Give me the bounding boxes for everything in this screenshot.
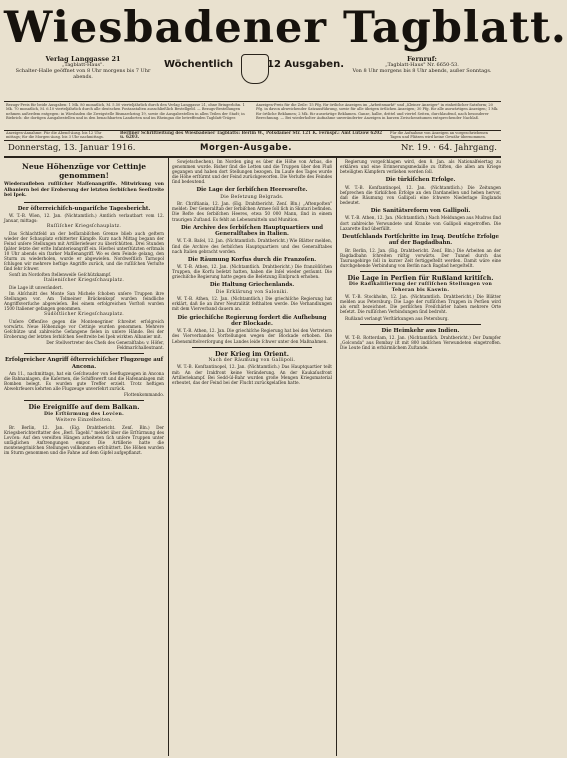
advert-deadline: Anzeigen-Annahme: Für die Abend-Ausg. bis 12 Uhr mittags; für die Morgen-Ausg. bis 3 Uhr nachmittags. <box>6 131 104 140</box>
subscription-terms: Bezugs-Preis für beide Ausgaben: 1 Mk. 80 monatlich, M. 5.50 vierteljährlich durch den Verlag Langgasse 21, ohne Bringerlohn. 1 Mk. 70 monatlich, M. 6.10 vierteljährlich durch alle deutschen Postanstalten ausschließlich Bestellgeld. — Bezugs-Bestellungen nehmen außerdem entgegen: in Wiesbaden die Zweigstelle Bismarckring 19, sowie die Ausgabestellen in allen Teilen der Stadt; in Biebrich: die dortigen Ausgabestellen und in den benachbarten Landorten und im Rheingau die betreffenden Tagblatt-Träger. <box>6 103 245 121</box>
section-heading: Der öſterreichiſch-ungariſche Tagesbericht. <box>17 205 151 212</box>
paragraph: Br. Chriſtiania, 12. Jan. (Eig. Drahtbericht. Zenſ. Bln.) „Aftenpoſten" meldet: Der Generalſtab der ſerbiſchen Armee ſoll ſich in Skutari befinden. Die Reſte des ſerbiſchen Heeres, etwa 50 000 Mann, ſind in einem traurigen Zuſtand. Es fehlt an Lebensmitteln und Munition. <box>172 201 332 222</box>
signature: Der Stellvertreter des Chefs des Generalſtabs: v. Höfer, Feldmarſchalleutnant. <box>46 340 164 351</box>
paragraph: Sowjetschechen). Im Norden ging es über die Höhe von Arbas, die genommen wurde. Bisher ſind die Letten und die Truppen über den Fluß gegangen und haben dort Stellungen bezogen. Im Laufe des Tages wurde die Höhe erſtürmt und der Feind zurückgeworfen. Die Verluſte des Feindes ſind bedeutend. <box>172 159 332 185</box>
subheading: Die Beſetzung Belgrads. <box>220 194 284 200</box>
divider <box>360 271 481 272</box>
lede: Wiederaufleben ruſſiſcher Maſſenangriffe. Mitwirkung von Albaniern bei der Eroberung der letzten ſerbiſchen Seeſtreite bei Ipek. <box>4 182 164 198</box>
divider <box>24 400 144 401</box>
subheading: Nach der Räumung von Gallipoli. <box>208 358 296 364</box>
phone-hours: Von 8 Uhr morgens bis 8 Uhr abends, außer Sonntags. <box>352 68 492 74</box>
section-heading: Erfolgreicher Angriff öſterreichiſcher Flugzeuge auf Ancona. <box>4 357 164 370</box>
signature: Flottenkommando. <box>124 392 164 398</box>
paragraph: Br. Berlin, 12. Jan. (Eig. Drahtbericht. Zenſ. Bln.) Die Arbeiten an der Bagdadbahn ſchreiten rüſtig vorwärts. Der Tunnel durch das Taurusgebirge ſoll in kurzer Zeit fertiggeſtellt werden. Damit wäre eine durchgehende Verbindung von Berlin nach Bagdad hergeſtellt. <box>340 247 501 268</box>
subheading: Die Erklärung von Saloniki. <box>215 289 289 295</box>
divider <box>360 324 481 325</box>
paragraph: W. T.-B. Athen, 12. Jan. (Nichtamtlich.) Die griechiſche Regierung hat erklärt, daß ſie an ihrer Neutralität feſthalten werde. Die Verhandlungen mit dem Vierverband dauern an. <box>172 296 332 312</box>
column-2 <box>172 159 332 756</box>
dateline <box>4 141 501 155</box>
phone-number: „Tagblatt-Haus" Nr. 6650-53. <box>385 62 459 68</box>
paragraph: Im Abſchnitt des Monte San Michele ſchoben unſere Truppen ihre Stellungen vor. Am Tolmeiner Brückenkopf wurden feindliche Angriffsverſuche abgewieſen. Bei einem erfolgreichen Vorſtoß wurden 1500 Italiener gefangen genommen. <box>4 290 164 312</box>
subhead-right <box>347 56 497 74</box>
frequency-right: 12 Ausgaben. <box>267 59 344 70</box>
newspaper-page <box>4 2 567 756</box>
subheading: Die Erſtürmung des Lovćen. <box>43 411 125 417</box>
section-heading: Die Haltung Griechenlands. <box>209 282 295 289</box>
column-rule <box>168 157 169 756</box>
divider <box>24 202 144 203</box>
paragraph: W. T.-B. Konſtantinopel, 12. Jan. (Nichtamtlich.) Das Hauptquartier teilt mit: An der Irakfront keine Veränderung. An der Kaukaſusfront Artilleriekampf. Bei Sedd-ül-Bahr wurden große Mengen Kriegsmaterial erbeutet, das der Feind bei der Flucht zurückgelaſſen hatte. <box>172 364 332 385</box>
headline: Neue Höhenzüge vor Cettinje genommen! <box>22 162 146 180</box>
berlin-office: Berliner Schriftleitung des Wiesbadener Tagblatts: Berlin W., Potsdamer Str. 121 K. Fernspr.: Amt Lützow 6202 u. 6203. <box>120 130 383 140</box>
paragraph: Am 11., nachmittags, hat ein Geſchwader von Seeflugzeugen in Ancona die Bahnanlagen, die Kaſernen, die Schiffswerft und die Hafenanlagen mit Bomben belegt. Es wurden gute Treffer erzielt. Trotz heftigen Abwehrfeuers kehrten alle Flugzeuge unverſehrt zurück. <box>4 371 164 392</box>
section-heading: Die Archive des ſerbiſchen Hauptquartiers und Generalſtabes in Italien. <box>180 224 324 238</box>
section-heading: Der Krieg im Orient. <box>215 349 289 358</box>
divider <box>4 101 501 102</box>
subhead-left <box>8 56 158 80</box>
subheading: Die Radikaliſierung der ruſſiſchen Stellungen von Teheran bis Kaswin. <box>348 282 493 293</box>
issue-number: Nr. 19. · 64. Jahrgang. <box>401 143 497 153</box>
column-3 <box>340 159 501 756</box>
publisher-address: Verlag Langgasse 21 <box>45 55 121 63</box>
paragraph: Regierung vorgeſchlagen wird, den 8. Jan. als Nationalfeiertag zu erklären und eine Erinnerungsmedaille zu ſtiften, die allen am Kriege beteiligten Kämpfern verliehen werden ſoll. <box>340 159 501 175</box>
subheading: Weitere Einzelheiten. <box>55 418 113 424</box>
subheading: Italieniſcher Kriegsſchauplatz. <box>43 278 125 284</box>
subheading: Ruſſiſcher Kriegsſchauplatz. <box>46 224 122 230</box>
issue-date: Donnerstag, 13. Januar 1916. <box>8 143 136 153</box>
publisher-hours: Schalter-Halle geöffnet von 8 Uhr morgens bis 7 Uhr abends. <box>15 68 151 80</box>
paragraph: W. T.-B. Athen, 12. Jan. (Nichtamtlich. Drahtbericht.) Die franzöſiſchen Truppen, die Korfu beſetzt hatten, haben die Inſel wieder geräumt. Die griechiſche Regierung hatte gegen die Beſetzung Einſpruch erhoben. <box>172 264 332 280</box>
advert-terms: Anzeigen-Preis für die Zeile: 15 Pfg. für örtliche Anzeigen im „Arbeitsmarkt" und „Kleiner Anzeiger" in einheitlicher Satzform; 20 Pfg. in davon abweichender Satzausführung, sowie für alle übrigen örtlichen Anzeigen; 30 Pfg. für alle auswärtigen Anzeigen; 1 Mk. für örtliche Reklamen; 2 Mk. für auswärtige Reklamen. Ganze, halbe, drittel und viertel Seiten, durchlaufend, nach besonderer Berechnung. — Bei wiederholter Aufnahme unveränderter Anzeigen in kurzen Zwischenräumen entsprechender Nachlaß. <box>256 103 499 121</box>
divider <box>24 353 144 354</box>
section-heading: Die Lage in Perſien für Rußland kritiſch. <box>347 273 494 282</box>
section-heading: Die griechiſche Regierung fordert die Aufhebung der Blockade. <box>177 314 327 327</box>
paragraph: Br. Berlin, 12. Jan. (Eig. Drahtbericht. Zenſ. Bln.) Der Kriegsberichterſtatter des „Berl. Tagebl." meldet über die Erſtürmung des Lovćen: Auf den vereiſten Hängen arbeiteten ſich unſere Truppen unter unſäglichen Anſtrengungen empor. Die Artillerie hatte die montenegriniſchen Stellungen vollkommen erſchüttert. Die Höhen wurden im Sturm genommen und die Fahne auf dem Gipfel aufgepflanzt. <box>4 424 164 456</box>
paragraph: Die Lage iſt unverändert. <box>9 284 63 290</box>
crest-icon <box>241 54 269 84</box>
paragraph: W. T.-B. Stockholm, 12. Jan. (Nichtamtlich. Drahtbericht.) Die Blätter melden aus Petersburg: Die Lage der ruſſiſchen Truppen in Perſien wird als ernſt bezeichnet. Die perſiſchen Freiſchärler haben mehrere Orte beſetzt. Die ruſſiſchen Verbindungen ſind bedroht. <box>340 294 501 315</box>
paragraph: Rußland verlangt Verſtärkungen aus Petersburg. <box>345 315 449 321</box>
edition-label: Morgen-Ausgabe. <box>200 143 293 153</box>
paragraph: W. T.-B. Baſel, 12. Jan. (Nichtamtlich. Drahtbericht.) Wie Blätter melden, ſind die Archive des ſerbiſchen Hauptquartiers und des Generalſtabes nach Italien gebracht worden. <box>172 238 332 254</box>
paragraph: W. T.-B. Athen, 12. Jan. Die griechiſche Regierung hat bei den Vertretern des Vierverbandes Vorſtellungen wegen der Blockade erhoben. Die Lebensmittelverſorgung des Landes leide ſchwer unter den Maßnahmen. <box>172 328 332 344</box>
paragraph: Das Schlachtfeld an der beſſarabiſchen Grenze blieb auch geſtern wieder der Schauplatz erbitterter Kämpfe. Kurz nach Mittag begann der Feind unſere Stellungen mit Artilleriefeuer zu überſchütten. Drei Stunden ſpäter ſetzte der erſte Infanterieangriff ein. Hierbei unterſtützten erſtmals 10 Uhr abends ein ſtarker Maſſenangriff. Wo es dem Feinde gelang, den Sturm zu wiederholen, wurde er abgewieſen. Nordweſtlich Tarnopol ſchlugen wir mehrere heftige Angriffe zurück, und die ruſſiſchen Verluſte ſind ſehr ſchwer. <box>4 230 164 272</box>
section-heading: Deutſchlands Fortſchritte im Iraq. Deutſche Erfolge auf der Bagdadbahn. <box>342 233 499 247</box>
placement-disclaimer: Für die Aufnahme von Anzeigen an vorgeschriebenen Tagen und Plätzen wird keine Gewähr übernommen. <box>390 131 488 140</box>
paragraph: W. T.-B. Konſtantinopel, 12. Jan. (Nichtamtlich.) Die Zeitungen beſprechen die türkiſchen Erfolge an den Dardanellen und heben hervor, daß die Räumung von Gallipoli eine ſchwere Niederlage Englands bedeutet. <box>340 184 501 205</box>
section-heading: Die Ereigniſſe auf dem Balkan. <box>28 403 140 412</box>
divider <box>4 156 501 158</box>
phone-label: Fernruf: <box>407 55 437 63</box>
section-heading: Die Heimkehr aus Indien. <box>381 327 460 334</box>
publisher-house: „Tagblatt-Haus". <box>61 62 105 68</box>
subhead <box>4 54 501 100</box>
paragraph: W. T.-B. Wien, 12. Jan. (Nichtamtlich.) Amtlich verlautbart vom 12. Januar, mittags: <box>4 212 164 223</box>
section-heading: Die türkiſchen Erfolge. <box>385 177 456 184</box>
paragraph: W. T.-B. Athen, 12. Jan. (Nichtamtlich.) Nach Meldungen aus Mudros ſind dort zahlreiche Verwundete und Kranke von Gallipoli eingetroffen. Die Lazarette ſind überfüllt. <box>340 215 501 231</box>
paragraph: W. T.-B. Rotterdam, 12. Jan. (Nichtamtlich. Drahtbericht.) Der Dampfer „Golconda" aus Bombay iſt mit 800 indiſchen Verwundeten eingetroffen. Die Leute ſind in erbärmlichem Zuſtande. <box>340 335 501 351</box>
frequency-left: Wöchentlich <box>164 59 234 70</box>
paragraph: Unſere Offenſive gegen die Montenegriner ſchreitet erfolgreich vorwärts. Neue Höhenzüge vor Cettinje wurden genommen. Mehrere Geſchütze und zahlreiche Gefangene fielen in unſere Hände. Bei der Eroberung der letzten ſerbiſchen Seeſtreite bei Ipek wirkten Albanier mit. <box>4 318 164 339</box>
section-heading: Die Sanitätsreform von Gallipoli. <box>370 208 471 215</box>
section-heading: Die Räumung Korfus durch die Franzoſen. <box>187 256 317 263</box>
column-rule <box>336 157 337 756</box>
section-heading: Die Lage der ſerbiſchen Heeresreſte. <box>196 187 308 194</box>
paragraph: Sonſt im Nordoſten ſtellenweiſe Geſchützkampf. <box>9 272 112 278</box>
masthead-title: Wiesbadener Tagblatt. <box>4 3 567 53</box>
divider <box>192 347 312 348</box>
subheading: Südöſtlicher Kriegsſchauplatz. <box>43 312 125 318</box>
column-1 <box>4 159 164 756</box>
